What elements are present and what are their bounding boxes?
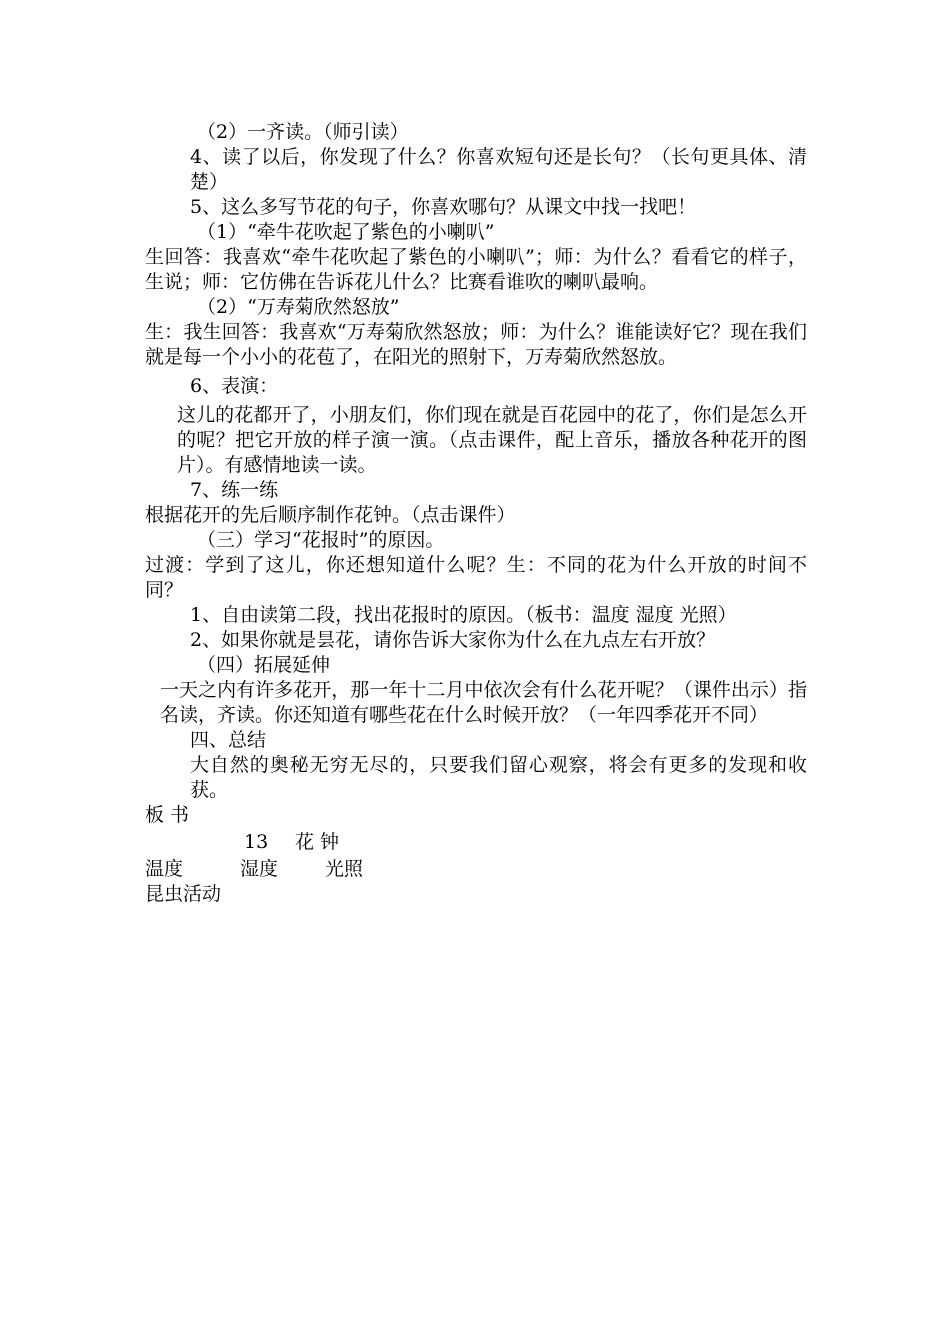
board-item-temperature: 温度 xyxy=(145,858,184,880)
text-section-4: （四）拓展延伸 xyxy=(197,654,331,676)
text-extension: 一天之内有许多花开，那一年十二月中依次会有什么花开呢？（课件出示）指名读，齐读。你还知道有哪些花在什么时候开放？（一年四季花开不同） xyxy=(160,679,807,726)
text-summary-heading: 四、总结 xyxy=(190,729,267,751)
text-step-r2: 2、如果你就是昙花，请你告诉大家你为什么在九点左右开放？ xyxy=(190,629,716,651)
board-items-row xyxy=(145,857,807,882)
text-question-5: 5、这么多写节花的句子，你喜欢哪句？从课文中找一找吧！ xyxy=(190,196,697,218)
text-answer-2: 生：我生回答：我喜欢“万寿菊欣然怒放；师：为什么？谁能读好它？现在我们就是每一个小小的花苞了，在阳光的照射下，万寿菊欣然怒放。 xyxy=(145,321,807,368)
text-answer-1: 生回答：我喜欢“牵牛花吹起了紫色的小喇叭”；师：为什么？看看它的样子，生说；师：它仿佛在告诉花儿什么？比赛看谁吹的喇叭最响。 xyxy=(145,246,807,293)
text-line-read-together: （2）一齐读。（师引读） xyxy=(197,121,409,143)
document-page xyxy=(145,120,807,907)
board-item-light: 光照 xyxy=(325,858,364,880)
text-perform: 这儿的花都开了，小朋友们，你们现在就是百花园中的花了，你们是怎么开的呢？把它开放的样子演一演。（点击课件，配上音乐，播放各种花开的图片）。有感情地读一读。 xyxy=(177,404,807,476)
text-sub-1: （1）“牵牛花吹起了紫色的小喇叭” xyxy=(197,221,495,243)
text-sub-2: （2）“万寿菊欣然怒放” xyxy=(197,296,400,318)
board-insects-row xyxy=(145,882,807,907)
board-item-insects: 昆虫活动 xyxy=(145,883,222,905)
text-step-r1: 1、自由读第二段，找出花报时的原因。（板书：温度 湿度 光照） xyxy=(190,604,737,626)
board-heading: 板 书 xyxy=(145,804,190,826)
text-section-3: （三）学习“花报时”的原因。 xyxy=(197,529,445,551)
text-question-4: 4、读了以后，你发现了什么？你喜欢短句还是长句？（长句更具体、清楚） xyxy=(190,146,807,193)
board-lesson-number: 13 xyxy=(244,831,269,853)
text-summary: 大自然的奥秘无穷无尽的，只要我们留心观察，将会有更多的发现和收获。 xyxy=(190,754,807,801)
text-step-7: 7、练一练 xyxy=(190,479,279,501)
board-title: 花 钟 xyxy=(295,831,340,853)
text-transition: 过渡：学到了这儿，你还想知道什么呢？生：不同的花为什么开放的时间不同？ xyxy=(145,554,807,601)
board-item-humidity: 湿度 xyxy=(240,858,279,880)
text-practice: 根据花开的先后顺序制作花钟。（点击课件） xyxy=(145,504,516,526)
text-step-6: 6、表演： xyxy=(190,375,279,397)
board-title-row xyxy=(145,830,807,855)
board-heading-row xyxy=(145,803,807,828)
